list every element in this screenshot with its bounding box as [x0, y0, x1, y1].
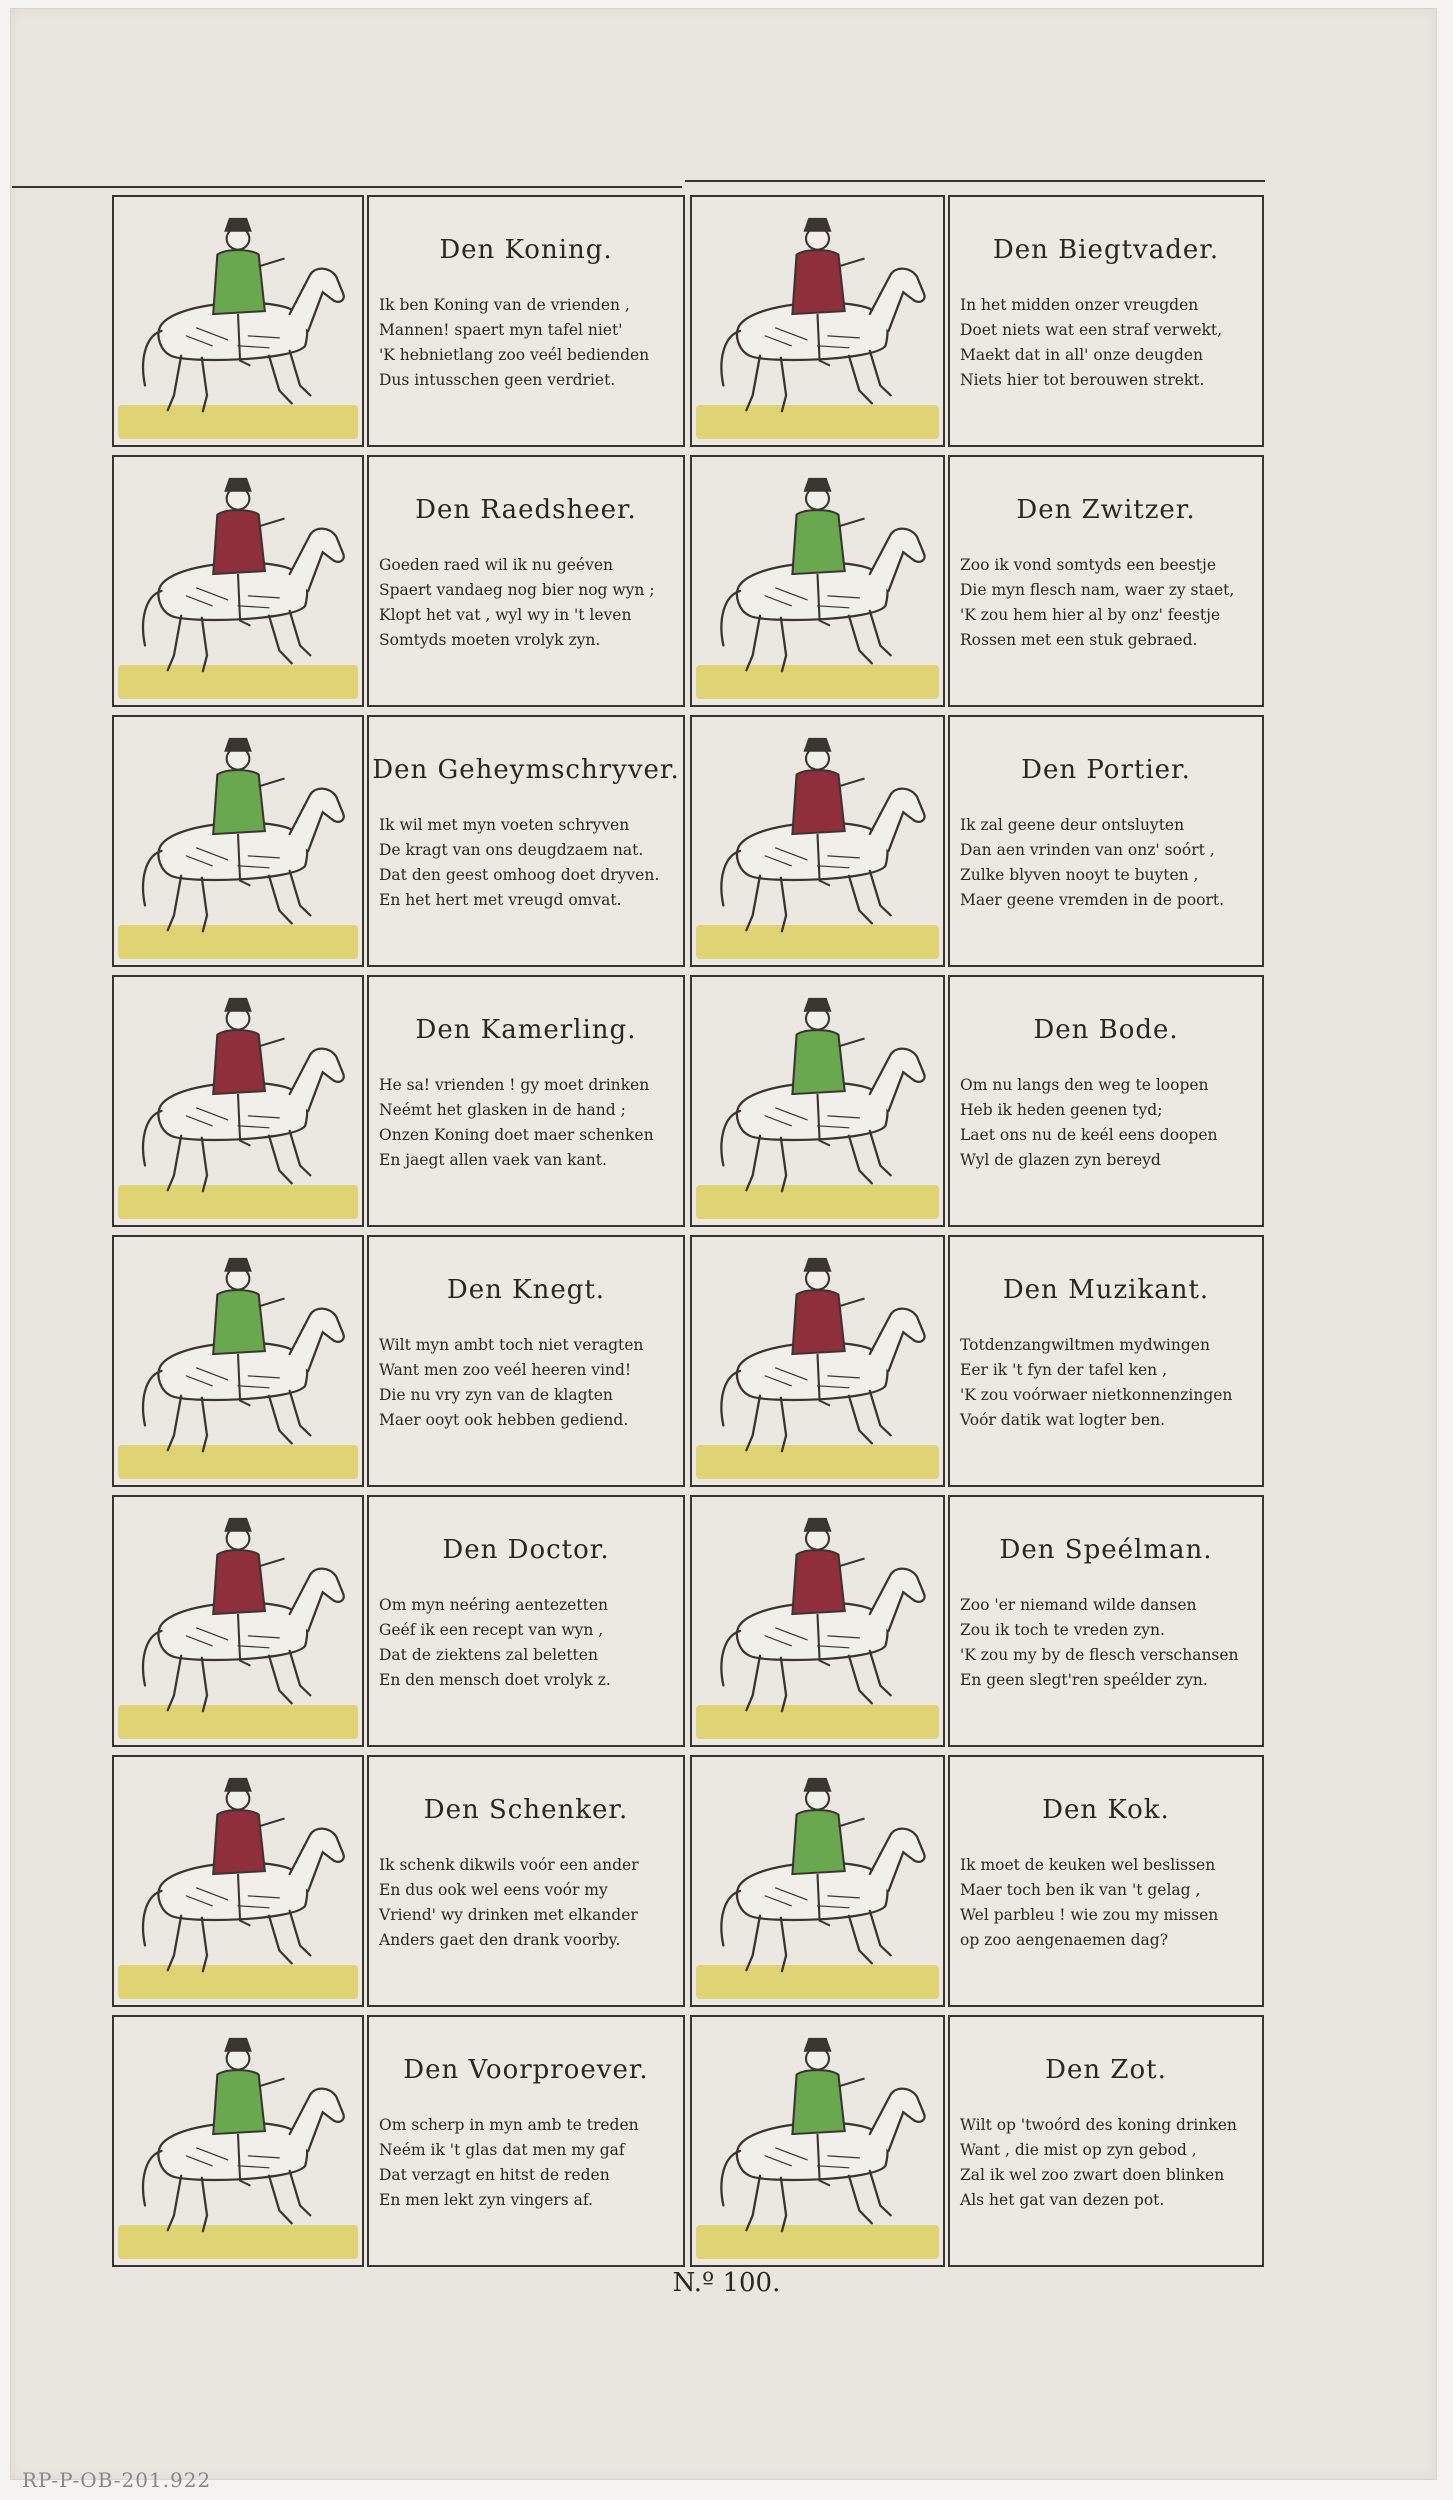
verse-lines: [960, 293, 1258, 393]
left-picture-3: [112, 715, 364, 967]
verse-line: 'K zou voórwaer nietkonnenzingen: [960, 1386, 1233, 1404]
secretary-rider-icon: [114, 717, 362, 965]
rider-coat: [213, 2070, 265, 2134]
councillor-rider-icon: [114, 457, 362, 705]
top-rule-right: [685, 180, 1265, 182]
verse-line: Voór datik wat logter ben.: [960, 1411, 1166, 1429]
verse-title: Den Doctor.: [442, 1535, 610, 1565]
rider-coat: [213, 1810, 265, 1874]
verse-line: Mannen! spaert myn tafel niet': [379, 321, 623, 339]
verse-lines: [960, 553, 1258, 653]
rider-coat: [792, 250, 844, 314]
verse-line: Onzen Koning doet maer schenken: [379, 1126, 654, 1144]
verse-line: Ik schenk dikwils voór een ander: [379, 1856, 639, 1874]
verse-line: Om nu langs den weg te loopen: [960, 1076, 1209, 1094]
right-verse-panel-4: [948, 975, 1264, 1227]
verse-title: Den Bode.: [1033, 1015, 1179, 1045]
verse-line: Ik moet de keuken wel beslissen: [960, 1856, 1216, 1874]
verse-line: En men lekt zyn vingers af.: [379, 2191, 593, 2209]
verse-line: De kragt van ons deugdzaem nat.: [379, 841, 644, 859]
left-verse-panel-5: [367, 1235, 685, 1487]
verse-line: In het midden onzer vreugden: [960, 296, 1199, 314]
verse-lines: [379, 1853, 679, 1953]
confessional-icon: [692, 197, 943, 445]
right-picture-4: [690, 975, 945, 1227]
rider-coat: [792, 1810, 844, 1874]
verse-title: Den Biegtvader.: [992, 235, 1220, 265]
right-picture-5: [690, 1235, 945, 1487]
verse-line: Maekt dat in all' onze deugden: [960, 346, 1204, 364]
sheet-number: N.º 100.: [672, 2268, 781, 2298]
verse-line: 'K zou my by de flesch verschansen: [960, 1646, 1239, 1664]
verse-title: Den Geheymschryver.: [372, 755, 680, 785]
verse-line: 'K zou hem hier al by onz' feestje: [960, 606, 1221, 624]
verse-line: Ik ben Koning van de vrienden ,: [379, 296, 630, 314]
verse-line: Spaert vandaeg nog bier nog wyn ;: [379, 581, 655, 599]
left-verse-panel-1: [367, 195, 685, 447]
rider-coat: [792, 1030, 844, 1094]
verse-line: Geéf ik een recept van wyn ,: [379, 1621, 604, 1639]
right-picture-3: [690, 715, 945, 967]
verse-line: En den mensch doet vrolyk z.: [379, 1671, 611, 1689]
verse-lines: [379, 1073, 679, 1173]
verse-line: Dat verzagt en hitst de reden: [379, 2166, 610, 2184]
right-picture-7: [690, 1755, 945, 2007]
musician-rider-icon: [692, 1237, 943, 1485]
verse-line: Zulke blyven nooyt te buyten ,: [960, 866, 1199, 884]
left-verse-panel-4: [367, 975, 685, 1227]
left-picture-2: [112, 455, 364, 707]
verse-line: Dan aen vrinden van onz' soórt ,: [960, 841, 1215, 859]
verse-title: Den Portier.: [1021, 755, 1191, 785]
verse-title: Den Kok.: [1042, 1795, 1170, 1825]
rider-coat: [213, 250, 265, 314]
verse-line: Anders gaet den drank voorby.: [379, 1931, 621, 1949]
verse-line: Zoo 'er niemand wilde dansen: [960, 1596, 1197, 1614]
verse-lines: [379, 1333, 679, 1433]
rider-coat: [213, 1030, 265, 1094]
right-verse-panel-8: [948, 2015, 1264, 2267]
rider-coat: [213, 1550, 265, 1614]
top-rule-left: [12, 186, 682, 188]
verse-title: Den Knegt.: [446, 1275, 606, 1305]
verse-line: Neém ik 't glas dat men my gaf: [379, 2141, 625, 2159]
verse-lines: [960, 2113, 1258, 2213]
verse-title: Den Muzikant.: [1002, 1275, 1210, 1305]
verse-line: En geen slegt'ren speélder zyn.: [960, 1671, 1208, 1689]
right-picture-8: [690, 2015, 945, 2267]
rider-coat: [792, 2070, 844, 2134]
verse-line: Om scherp in myn amb te treden: [379, 2116, 639, 2134]
verse-title: Den Schenker.: [423, 1795, 629, 1825]
left-verse-panel-2: [367, 455, 685, 707]
fool-rider-icon: [692, 2017, 943, 2265]
verse-line: Doet niets wat een straf verwekt,: [960, 321, 1223, 339]
verse-title: Den Speélman.: [999, 1535, 1213, 1565]
left-picture-1: [112, 195, 364, 447]
verse-line: Wel parbleu ! wie zou my missen: [960, 1906, 1219, 1924]
right-verse-panel-2: [948, 455, 1264, 707]
chamberlain-rider-icon: [114, 977, 362, 1225]
right-picture-2: [690, 455, 945, 707]
verse-line: En dus ook wel eens voór my: [379, 1881, 608, 1899]
verse-line: Vriend' wy drinken met elkander: [379, 1906, 638, 1924]
rider-coat: [213, 1290, 265, 1354]
verse-line: Maer toch ben ik van 't gelag ,: [960, 1881, 1201, 1899]
verse-line: Dat de ziektens zal beletten: [379, 1646, 598, 1664]
verse-line: Rossen met een stuk gebraed.: [960, 631, 1198, 649]
rider-coat: [792, 1290, 844, 1354]
catalog-number: RP-P-OB-201.922: [22, 2468, 212, 2492]
cupbearer-rider-icon: [114, 1757, 362, 2005]
verse-line: 'K hebnietlang zoo veél bedienden: [379, 346, 650, 364]
left-picture-5: [112, 1235, 364, 1487]
verse-line: Om myn neéring aentezetten: [379, 1596, 608, 1614]
verse-line: He sa! vrienden ! gy moet drinken: [379, 1076, 650, 1094]
verse-line: Laet ons nu de keél eens doopen: [960, 1126, 1218, 1144]
taster-rider-icon: [114, 2017, 362, 2265]
verse-line: Maer geene vremden in de poort.: [960, 891, 1225, 909]
verse-line: Dus intusschen geen verdriet.: [379, 371, 616, 389]
left-verse-panel-6: [367, 1495, 685, 1747]
verse-lines: [960, 1593, 1258, 1693]
verse-line: Wilt myn ambt toch niet veragten: [379, 1336, 644, 1354]
cook-rider-icon: [692, 1757, 943, 2005]
verse-line: En het hert met vreugd omvat.: [379, 891, 622, 909]
left-picture-8: [112, 2015, 364, 2267]
verse-line: Klopt het vat , wyl wy in 't leven: [379, 606, 632, 624]
verse-lines: [960, 813, 1258, 913]
verse-title: Den Zwitzer.: [1016, 495, 1196, 525]
verse-title: Den Koning.: [439, 235, 613, 265]
verse-line: Ik wil met myn voeten schryven: [379, 816, 630, 834]
verse-line: Als het gat van dezen pot.: [960, 2191, 1165, 2209]
left-picture-4: [112, 975, 364, 1227]
verse-line: Dat den geest omhoog doet dryven.: [379, 866, 660, 884]
verse-line: Ik zal geene deur ontsluyten: [960, 816, 1185, 834]
verse-lines: [379, 553, 679, 653]
right-picture-1: [690, 195, 945, 447]
right-verse-panel-7: [948, 1755, 1264, 2007]
verse-line: op zoo aengenaemen dag?: [960, 1931, 1169, 1949]
verse-title: Den Voorproever.: [403, 2055, 649, 2085]
verse-lines: [960, 1853, 1258, 1953]
servant-rider-icon: [114, 1237, 362, 1485]
verse-line: Zal ik wel zoo zwart doen blinken: [960, 2166, 1225, 2184]
verse-line: Want men zoo veél heeren vind!: [379, 1361, 632, 1379]
right-verse-panel-3: [948, 715, 1264, 967]
rider-coat: [792, 510, 844, 574]
verse-line: Goeden raed wil ik nu geéven: [379, 556, 614, 574]
left-picture-7: [112, 1755, 364, 2007]
verse-line: Maer ooyt ook hebben gediend.: [379, 1411, 629, 1429]
verse-lines: [379, 813, 679, 913]
verse-title: Den Kamerling.: [415, 1015, 637, 1045]
verse-line: Niets hier tot berouwen strekt.: [960, 371, 1205, 389]
messenger-rider-icon: [692, 977, 943, 1225]
verse-line: Want , die mist op zyn gebod ,: [960, 2141, 1197, 2159]
verse-line: Zoo ik vond somtyds een beestje: [960, 556, 1217, 574]
rider-coat: [792, 770, 844, 834]
verse-line: En jaegt allen vaek van kant.: [379, 1151, 607, 1169]
right-verse-panel-6: [948, 1495, 1264, 1747]
rider-coat: [213, 510, 265, 574]
verse-line: Somtyds moeten vrolyk zyn.: [379, 631, 601, 649]
verse-line: Eer ik 't fyn der tafel ken ,: [960, 1361, 1168, 1379]
doctor-rider-icon: [114, 1497, 362, 1745]
left-verse-panel-7: [367, 1755, 685, 2007]
verse-line: Die nu vry zyn van de klagten: [379, 1386, 613, 1404]
left-verse-panel-3: [367, 715, 685, 967]
verse-title: Den Zot.: [1045, 2055, 1167, 2085]
verse-lines: [379, 1593, 679, 1693]
verse-line: Wyl de glazen zyn bereyd: [960, 1151, 1161, 1169]
verse-title: Den Raedsheer.: [415, 495, 637, 525]
right-verse-panel-5: [948, 1235, 1264, 1487]
verse-line: Neémt het glasken in de hand ;: [379, 1101, 626, 1119]
verse-line: Heb ik heden geenen tyd;: [960, 1101, 1163, 1119]
verse-line: Die myn flesch nam, waer zy staet,: [960, 581, 1235, 599]
swiss-guard-rider-icon: [692, 457, 943, 705]
rider-coat: [792, 1550, 844, 1614]
verse-lines: [960, 1073, 1258, 1173]
verse-lines: [379, 2113, 679, 2213]
king-rider-icon: [114, 197, 362, 445]
fiddler-rider-icon: [692, 1497, 943, 1745]
verse-lines: [960, 1333, 1258, 1433]
porter-rider-icon: [692, 717, 943, 965]
right-verse-panel-1: [948, 195, 1264, 447]
left-picture-6: [112, 1495, 364, 1747]
right-picture-6: [690, 1495, 945, 1747]
verse-lines: [379, 293, 679, 393]
left-verse-panel-8: [367, 2015, 685, 2267]
rider-coat: [213, 770, 265, 834]
verse-line: Wilt op 'twoórd des koning drinken: [960, 2116, 1237, 2134]
verse-line: Zou ik toch te vreden zyn.: [960, 1621, 1165, 1639]
verse-line: Totdenzangwiltmen mydwingen: [960, 1336, 1210, 1354]
